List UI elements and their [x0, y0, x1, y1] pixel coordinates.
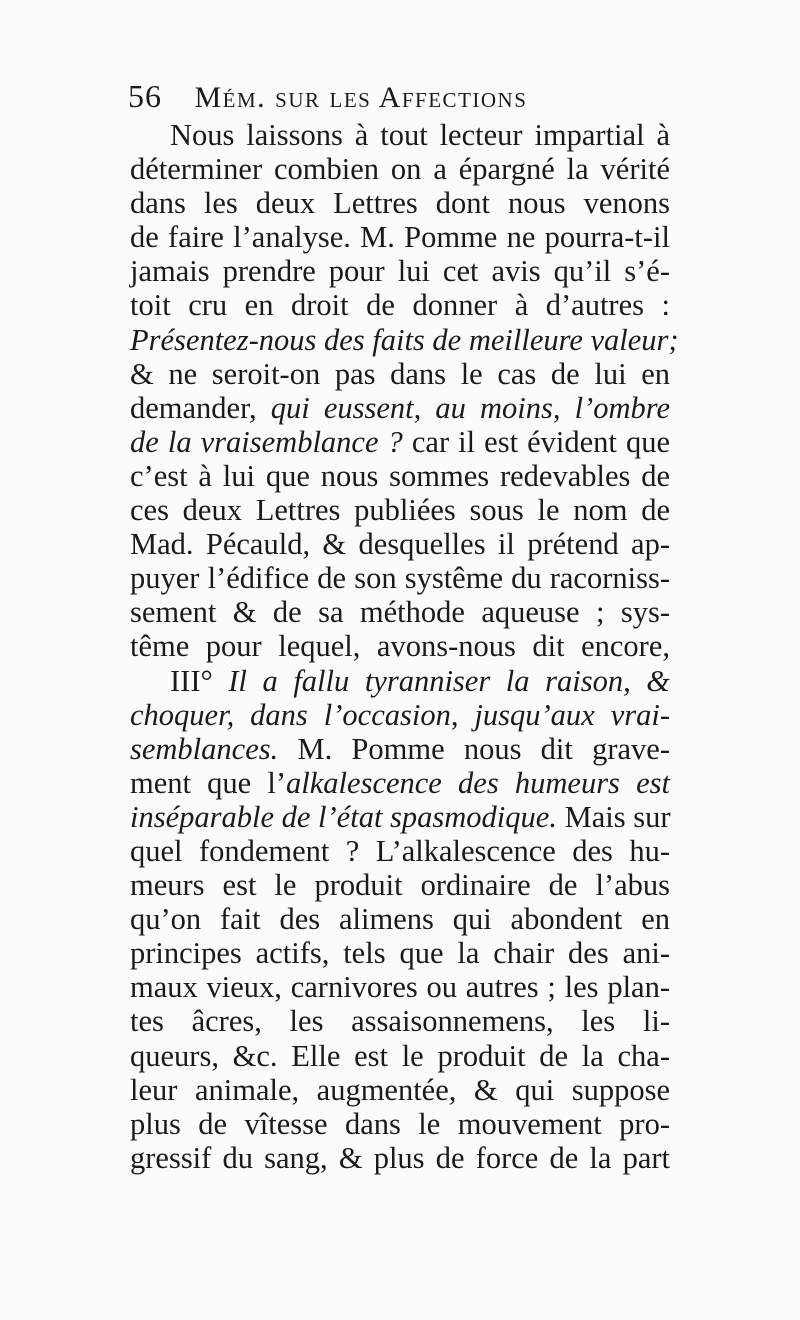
italic-text: qui eussent, au moins, l’ombre	[270, 390, 671, 425]
roman-text: qu’on fait des alimens qui abondent en	[130, 902, 670, 937]
roman-text: meurs est le produit ordinaire de l’abus	[130, 868, 670, 903]
roman-text: tême pour lequel, avons-nous dit encore,	[130, 629, 670, 664]
text-line	[130, 527, 670, 561]
text-line	[130, 970, 670, 1004]
roman-text: c’est à lui que nous sommes redevables de	[130, 458, 670, 493]
text-line	[130, 459, 670, 493]
roman-text: car il est évident que	[402, 424, 670, 459]
text-line	[130, 629, 670, 663]
roman-text: jamais prendre pour lui cet avis qu’il s’é-	[130, 254, 670, 289]
text-line	[130, 152, 670, 186]
text-line	[130, 186, 670, 220]
text-line	[130, 1107, 670, 1141]
text-line	[130, 766, 670, 800]
roman-text: tes âcres, les assaisonnemens, les li-	[130, 1004, 670, 1039]
text-line	[130, 834, 670, 868]
text-line	[130, 493, 670, 527]
italic-text: Présentez-nous des faits de meilleure valeur;	[130, 322, 679, 357]
roman-text: quel fondement ? L’alkalescence des hu-	[130, 833, 670, 868]
text-line	[130, 732, 670, 766]
roman-text: & ne seroit-on pas dans le cas de lui en	[130, 356, 670, 391]
roman-text: III°	[170, 663, 229, 698]
text-line	[130, 288, 670, 322]
roman-text: sement & de sa méthode aqueuse ; sys-	[130, 595, 670, 630]
text-line	[130, 561, 670, 595]
text-line	[130, 902, 670, 936]
text-line	[130, 1141, 670, 1175]
roman-text: ces deux Lettres publiées sous le nom de	[130, 493, 670, 528]
text-line	[130, 595, 670, 629]
body-text	[130, 118, 679, 1175]
italic-text: inséparable de l’état spasmodique.	[130, 799, 557, 834]
roman-text: plus de vîtesse dans le mouvement pro-	[130, 1106, 670, 1141]
running-head	[128, 78, 688, 118]
roman-text: Mais sur	[556, 799, 671, 834]
italic-text: de la vraisemblance ?	[130, 424, 403, 459]
roman-text: ment que l’	[130, 765, 287, 800]
text-line	[130, 220, 670, 254]
roman-text: dans les deux Lettres dont nous venons	[130, 186, 670, 221]
italic-text: Il a fallu tyranniser la raison, &	[228, 663, 671, 698]
text-line	[130, 800, 670, 834]
roman-text: demander,	[130, 390, 271, 425]
roman-text: toit cru en droit de donner à d’autres :	[130, 288, 670, 323]
text-line	[130, 425, 670, 459]
text-line	[130, 936, 670, 970]
roman-text: Nous laissons à tout lecteur impartial à	[170, 118, 670, 152]
italic-text: choquer, dans l’occasion, jusqu’aux vrai-	[130, 697, 670, 732]
text-line	[130, 391, 670, 425]
text-line	[130, 322, 679, 357]
text-line	[130, 1004, 670, 1038]
text-line	[130, 1039, 670, 1073]
roman-text: queurs, &c. Elle est le produit de la cha-	[130, 1038, 670, 1073]
text-line	[130, 254, 670, 288]
roman-text: M. Pomme nous dit grave-	[278, 731, 670, 766]
text-line	[130, 664, 670, 698]
italic-text: semblances.	[130, 731, 279, 766]
italic-text: alkalescence des humeurs est	[286, 765, 670, 800]
roman-text: gressif du sang, & plus de force de la part	[130, 1140, 670, 1175]
text-line	[130, 357, 670, 391]
text-line	[130, 118, 670, 152]
roman-text: puyer l’édifice de son systême du racorniss-	[130, 561, 670, 596]
roman-text: Mad. Pécauld, & desquelles il prétend ap-	[130, 527, 670, 562]
text-line	[130, 868, 670, 902]
roman-text: maux vieux, carnivores ou autres ; les plan-	[130, 970, 670, 1005]
roman-text: de faire l’analyse. M. Pomme ne pourra-t-il	[130, 220, 670, 255]
text-line	[130, 1073, 670, 1107]
roman-text: déterminer combien on a épargné la vérité	[130, 152, 670, 187]
running-title: Mém. sur les Affections	[194, 81, 528, 114]
roman-text: leur animale, augmentée, & qui suppose	[130, 1072, 670, 1107]
roman-text: principes actifs, tels que la chair des ani-	[130, 936, 670, 971]
page-number: 56	[128, 78, 162, 114]
text-line	[130, 698, 670, 732]
